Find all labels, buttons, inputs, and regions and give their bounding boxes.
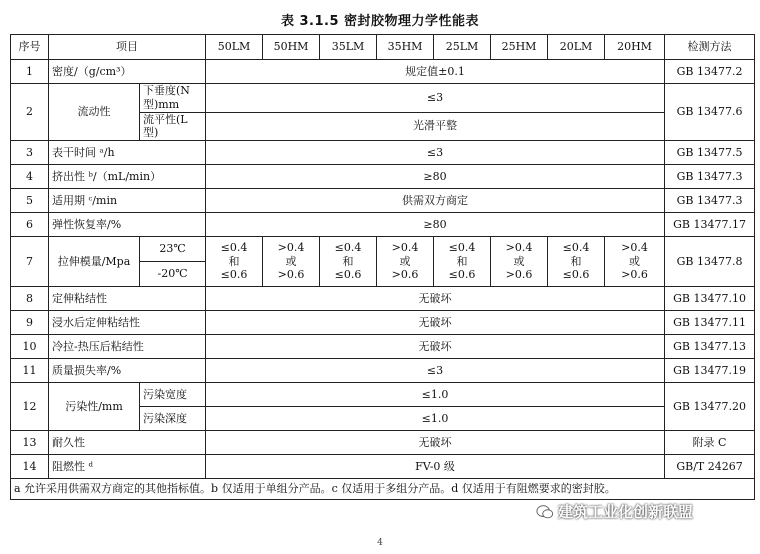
header-grade: 20LM <box>548 35 605 60</box>
header-row <box>11 35 755 60</box>
row-value: 光滑平整 <box>206 112 665 141</box>
header-grade: 25LM <box>434 35 491 60</box>
row-value: ≥80 <box>206 165 665 189</box>
modulus-cell: >0.4 或 >0.6 <box>377 237 434 287</box>
row-temp: -20℃ <box>140 262 206 287</box>
modulus-cell: ≤0.4 和 ≤0.6 <box>206 237 263 287</box>
modulus-cell: ≤0.4 和 ≤0.6 <box>320 237 377 287</box>
header-grade: 50LM <box>206 35 263 60</box>
modulus-cell: >0.4 或 >0.6 <box>491 237 548 287</box>
table-row <box>11 60 755 84</box>
row-item: 弹性恢复率/% <box>49 213 206 237</box>
row-value: ≤1.0 <box>206 383 665 407</box>
table-row <box>11 237 755 262</box>
row-item: 耐久性 <box>49 431 206 455</box>
footnote-row <box>11 479 755 500</box>
row-item: 适用期 ᶜ/min <box>49 189 206 213</box>
row-no: 2 <box>11 84 49 141</box>
row-method: GB 13477.20 <box>665 383 755 431</box>
table-title: 表 3.1.5 密封胶物理力学性能表 <box>280 14 480 29</box>
page-number: 4 <box>377 538 383 548</box>
row-item: 拉伸模量/Mpa <box>49 237 140 287</box>
row-method: GB 13477.13 <box>665 335 755 359</box>
row-item: 污染性/mm <box>49 383 140 431</box>
header-grade: 25HM <box>491 35 548 60</box>
row-value: FV-0 级 <box>206 455 665 479</box>
table-row <box>11 455 755 479</box>
table-row <box>11 287 755 311</box>
row-value: 供需双方商定 <box>206 189 665 213</box>
chat-bubble-icon <box>536 503 554 521</box>
row-method: GB 13477.6 <box>665 84 755 141</box>
row-value: 无破坏 <box>206 287 665 311</box>
row-method: GB/T 24267 <box>665 455 755 479</box>
row-value: 无破坏 <box>206 335 665 359</box>
row-method: GB 13477.17 <box>665 213 755 237</box>
table-row <box>11 189 755 213</box>
table-row <box>11 165 755 189</box>
row-item: 阻燃性 ᵈ <box>49 455 206 479</box>
row-value: 规定值±0.1 <box>206 60 665 84</box>
row-method: GB 13477.2 <box>665 60 755 84</box>
header-grade: 35HM <box>377 35 434 60</box>
row-method: 附录 C <box>665 431 755 455</box>
row-method: GB 13477.8 <box>665 237 755 287</box>
row-subitem: 流平性(L 型) <box>140 112 206 141</box>
table-row <box>11 141 755 165</box>
row-method: GB 13477.3 <box>665 165 755 189</box>
row-item: 表干时间 ᵃ/h <box>49 141 206 165</box>
row-no: 12 <box>11 383 49 431</box>
row-value: ≤3 <box>206 84 665 113</box>
row-method: GB 13477.19 <box>665 359 755 383</box>
row-no: 8 <box>11 287 49 311</box>
row-method: GB 13477.3 <box>665 189 755 213</box>
row-no: 9 <box>11 311 49 335</box>
row-method: GB 13477.5 <box>665 141 755 165</box>
header-grade: 20HM <box>605 35 665 60</box>
table-row <box>11 383 755 407</box>
table-row <box>11 359 755 383</box>
row-no: 7 <box>11 237 49 287</box>
row-item: 流动性 <box>49 84 140 141</box>
row-method: GB 13477.10 <box>665 287 755 311</box>
row-subitem: 下垂度(N 型)mm <box>140 84 206 113</box>
row-value: ≤1.0 <box>206 407 665 431</box>
row-subitem: 污染宽度 <box>140 383 206 407</box>
row-no: 3 <box>11 141 49 165</box>
row-item: 质量损失率/% <box>49 359 206 383</box>
header-grade: 35LM <box>320 35 377 60</box>
modulus-cell: ≤0.4 和 ≤0.6 <box>548 237 605 287</box>
header-no: 序号 <box>11 35 49 60</box>
header-grade: 50HM <box>263 35 320 60</box>
row-value: ≤3 <box>206 141 665 165</box>
row-no: 6 <box>11 213 49 237</box>
row-no: 4 <box>11 165 49 189</box>
table-row <box>11 335 755 359</box>
sealant-properties-table <box>10 34 755 500</box>
row-item: 浸水后定伸粘结性 <box>49 311 206 335</box>
table-row <box>11 431 755 455</box>
table-row <box>11 213 755 237</box>
row-temp: 23℃ <box>140 237 206 262</box>
row-value: ≥80 <box>206 213 665 237</box>
watermark <box>536 501 693 522</box>
row-item: 密度/（g/cm³） <box>49 60 206 84</box>
table-row <box>11 311 755 335</box>
row-item: 定伸粘结性 <box>49 287 206 311</box>
header-method: 检测方法 <box>665 35 755 60</box>
watermark-text: 建筑工业化创新联盟 <box>558 503 694 521</box>
header-item: 项目 <box>49 35 206 60</box>
row-no: 11 <box>11 359 49 383</box>
row-no: 1 <box>11 60 49 84</box>
row-item: 挤出性 ᵇ/（mL/min） <box>49 165 206 189</box>
row-value: 无破坏 <box>206 311 665 335</box>
row-item: 冷拉-热压后粘结性 <box>49 335 206 359</box>
row-method: GB 13477.11 <box>665 311 755 335</box>
row-no: 14 <box>11 455 49 479</box>
row-value: 无破坏 <box>206 431 665 455</box>
modulus-cell: ≤0.4 和 ≤0.6 <box>434 237 491 287</box>
row-no: 13 <box>11 431 49 455</box>
table-row <box>11 84 755 113</box>
modulus-cell: >0.4 或 >0.6 <box>605 237 665 287</box>
row-no: 10 <box>11 335 49 359</box>
row-no: 5 <box>11 189 49 213</box>
modulus-cell: >0.4 或 >0.6 <box>263 237 320 287</box>
footnote: a 允许采用供需双方商定的其他指标值。b 仅适用于单组分产品。c 仅适用于多组分产品。d 仅适用于有阻燃要求的密封胶。 <box>11 479 755 500</box>
row-subitem: 污染深度 <box>140 407 206 431</box>
row-value: ≤3 <box>206 359 665 383</box>
